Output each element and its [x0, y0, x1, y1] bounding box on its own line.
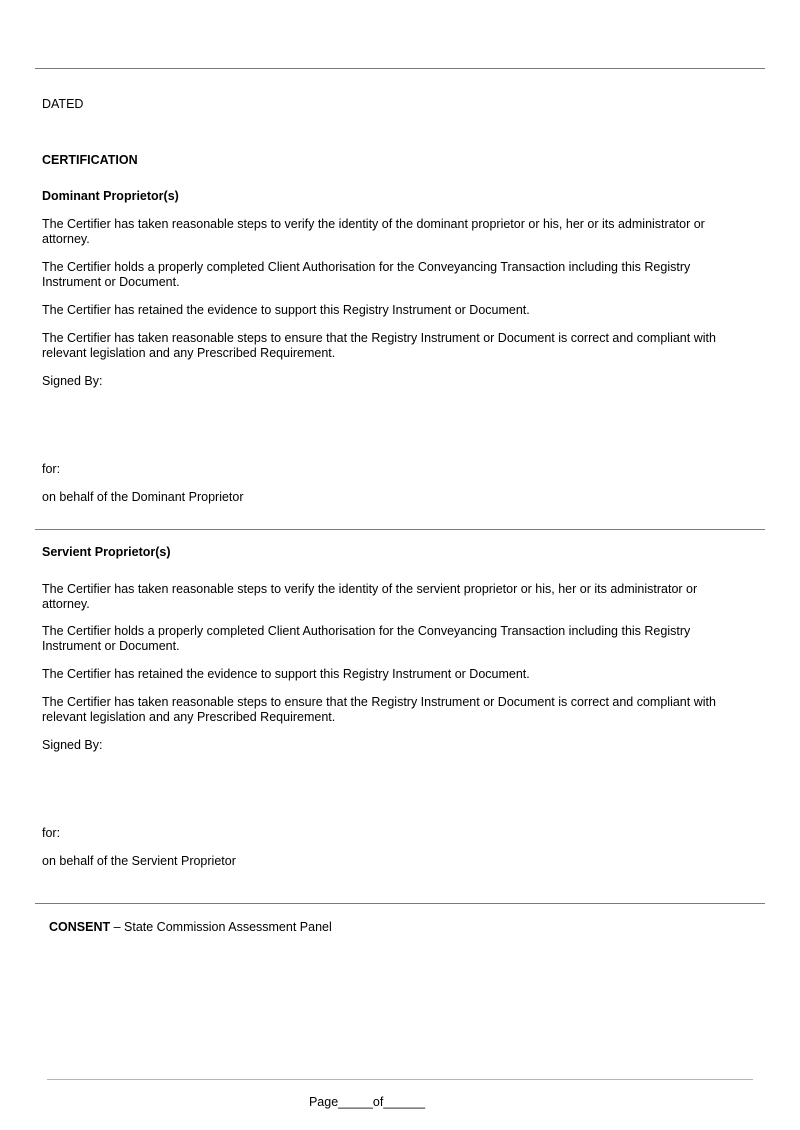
servient-for-label: for:: [42, 826, 61, 840]
dominant-signed-by: Signed By:: [42, 374, 103, 388]
servient-signed-by: Signed By:: [42, 738, 103, 752]
dominant-paragraph: The Certifier holds a properly completed Client Authorisation for the Conveyancing Transaction including this Registry Instrument or Document.: [42, 260, 691, 289]
dominant-on-behalf: on behalf of the Dominant Proprietor: [42, 490, 244, 504]
dated-label: DATED: [42, 97, 84, 111]
dominant-for-label: for:: [42, 462, 61, 476]
section-divider: [35, 529, 765, 530]
dominant-paragraph: The Certifier has retained the evidence to support this Registry Instrument or Document.: [42, 303, 530, 317]
dominant-paragraph: The Certifier has taken reasonable steps to ensure that the Registry Instrument or Document is correct and compliant with relevant legislation and any Prescribed Requirement.: [42, 331, 716, 360]
dominant-paragraph: The Certifier has taken reasonable steps to verify the identity of the dominant proprietor or his, her or its administrator or attorney.: [42, 217, 705, 246]
servient-paragraph: The Certifier holds a properly completed Client Authorisation for the Conveyancing Transaction including this Registry Instrument or Document.: [42, 624, 691, 653]
servient-paragraph: The Certifier has taken reasonable steps to ensure that the Registry Instrument or Document is correct and compliant with relevant legislation and any Prescribed Requirement.: [42, 695, 716, 724]
certification-heading: CERTIFICATION: [42, 153, 138, 167]
consent-line: [49, 920, 332, 934]
dominant-heading: Dominant Proprietor(s): [42, 189, 179, 203]
footer-rule: [47, 1079, 753, 1080]
servient-on-behalf: on behalf of the Servient Proprietor: [42, 854, 236, 868]
servient-paragraph: The Certifier has retained the evidence to support this Registry Instrument or Document.: [42, 667, 530, 681]
top-rule: [35, 68, 765, 69]
servient-paragraph: The Certifier has taken reasonable steps to verify the identity of the servient proprietor or his, her or its administrator or attorney.: [42, 582, 698, 611]
consent-text: – State Commission Assessment Panel: [110, 920, 332, 934]
section-divider: [35, 903, 765, 904]
consent-label: CONSENT: [49, 920, 111, 934]
page-number-line: Page_____of______: [308, 1095, 426, 1109]
servient-heading: Servient Proprietor(s): [42, 545, 171, 559]
